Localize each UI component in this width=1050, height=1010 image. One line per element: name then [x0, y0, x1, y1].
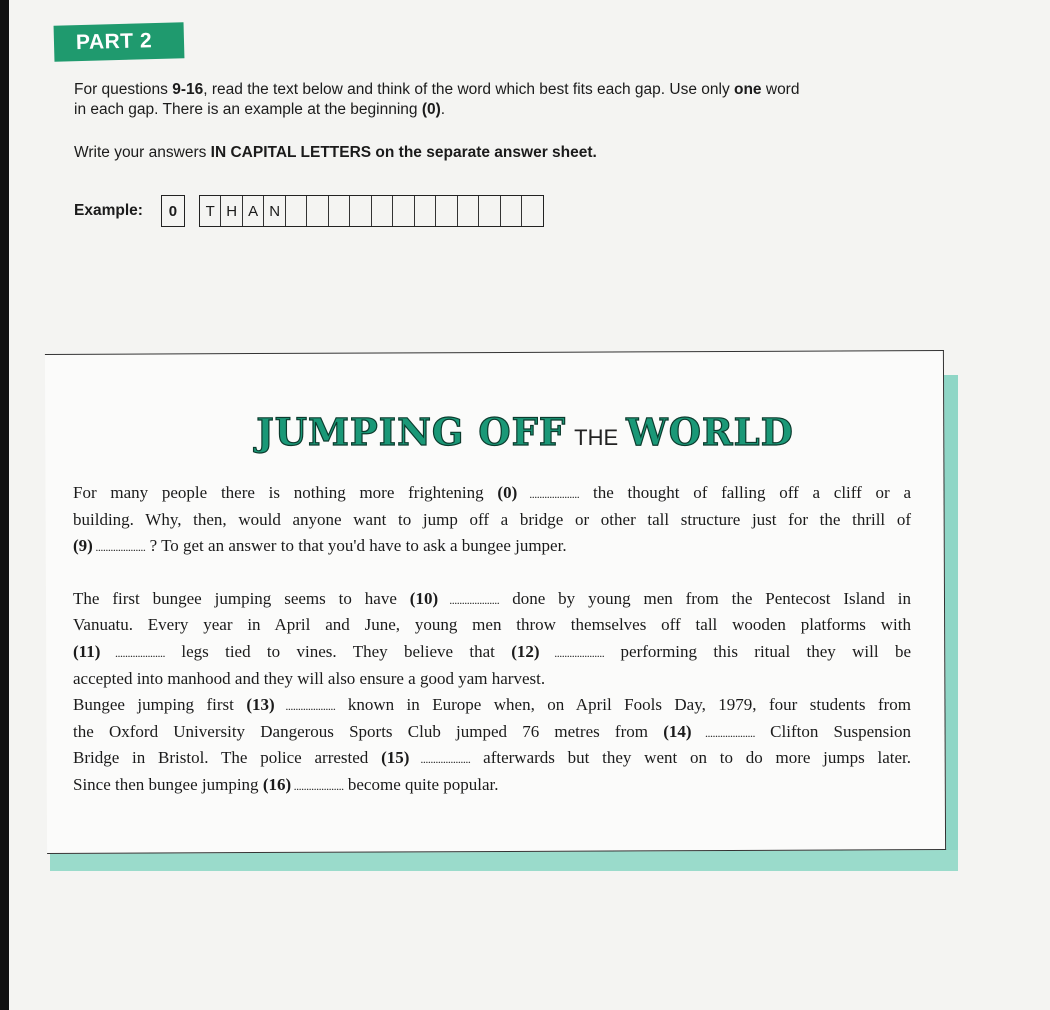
instr-text: in each gap. There is an example at the beginning [74, 101, 422, 118]
answer-cell: A [243, 196, 265, 226]
gap-blank: .................... [517, 487, 580, 501]
instructions [74, 80, 914, 120]
answer-cell [286, 196, 308, 226]
text-segment: ? To get an answer to that you'd have to ask a bungee jumper. [145, 536, 567, 556]
gap-blank: .................... [274, 699, 336, 714]
text-segment: the thought of falling off a cliff or a [579, 483, 911, 502]
text-segment: Bungee jumping first [73, 695, 247, 715]
text-line [73, 639, 911, 666]
text-segment: done by young men from the Pentecost Island in [499, 588, 912, 608]
text-line [73, 480, 911, 507]
answer-cell: N [264, 196, 286, 226]
photo-edge [0, 0, 9, 1010]
title-part: WORLD [626, 410, 794, 454]
text-segment: accepted into manhood and they will also ensure a good yam harvest. [73, 668, 546, 688]
instr-text: word [761, 81, 800, 98]
text-segment: known in Europe when, on April Fools Day, 1979, four students from [335, 695, 912, 715]
gap-number: (0) [497, 483, 518, 502]
text-segment: Bridge in Bristol. The police arrested [73, 748, 382, 768]
instr-text: For questions [74, 81, 173, 98]
text-segment: legs tied to vines. They believe that [165, 641, 512, 661]
gap-number: (16) [262, 774, 292, 794]
part-label: PART 2 [54, 22, 185, 61]
title-part: THE [574, 425, 619, 450]
instr-text: . [440, 101, 446, 118]
answer-cell [415, 196, 437, 226]
gap-number: (12) [511, 641, 540, 661]
gap-blank: .................... [539, 645, 605, 660]
gap-blank: .................... [691, 725, 755, 740]
text-line [73, 586, 911, 613]
example-number: 0 [161, 195, 185, 227]
answer-cell [307, 196, 329, 226]
answer-cell [479, 196, 501, 226]
example-row [74, 193, 544, 229]
answer-cell [350, 196, 372, 226]
text-line [73, 692, 911, 719]
article-title [0, 410, 1050, 454]
answer-cell [522, 196, 543, 226]
title-part: JUMPING OFF [256, 410, 567, 454]
gap-number: (15) [381, 748, 410, 768]
answer-cell: T [200, 196, 222, 226]
text-line [73, 772, 911, 799]
text-segment: performing this ritual they will be [604, 641, 911, 661]
instr-bold: one [734, 81, 762, 98]
gap-blank: .................... [409, 752, 471, 767]
text-line [73, 507, 911, 534]
gap-number: (14) [663, 721, 692, 741]
answer-cell: H [221, 196, 243, 226]
text-segment: Since then bungee jumping [73, 774, 263, 794]
gap-number: (11) [73, 641, 101, 661]
gap-number: (13) [246, 695, 275, 715]
text-segment: For many people there is nothing more frightening [73, 483, 498, 502]
gap-blank: .................... [100, 645, 165, 660]
article-text [73, 480, 911, 799]
text-segment: Vanuatu. Every year in April and June, young men throw themselves off tall wooden platforms with [73, 615, 911, 635]
instr-text: , read the text below and think of the word which best fits each gap. Use only [203, 81, 734, 98]
text-line [73, 745, 911, 772]
text-segment: The first bungee jumping seems to have [73, 588, 410, 608]
text-line [73, 533, 911, 560]
text-segment: Clifton Suspension [754, 721, 911, 741]
text-segment: afterwards but they went on to do more jumps later. [470, 748, 912, 768]
instr-bold: 9-16 [172, 81, 204, 98]
instr-bold: IN CAPITAL LETTERS on the separate answer sheet. [210, 144, 597, 161]
gap-number: (10) [409, 588, 439, 608]
answer-cell [372, 196, 394, 226]
example-answer-cells [199, 195, 544, 227]
gap-number: (9) [73, 536, 93, 556]
text-line [73, 719, 911, 746]
instr-text: Write your answers [74, 144, 211, 161]
answer-cell [329, 196, 351, 226]
answer-cell [501, 196, 523, 226]
answer-cell [458, 196, 480, 226]
text-segment: become quite popular. [343, 774, 499, 794]
example-label: Example: [74, 202, 143, 219]
text-segment: the Oxford University Dangerous Sports Club jumped 76 metres from [73, 721, 664, 741]
answer-cell [436, 196, 458, 226]
text-line [73, 612, 911, 639]
gap-blank: .................... [291, 778, 344, 793]
write-instruction [74, 144, 597, 162]
text-segment: building. Why, then, would anyone want to jump off a bridge or other tall structure just for the thrill of [73, 509, 911, 529]
gap-blank: .................... [438, 592, 500, 607]
instr-bold: (0) [421, 101, 441, 118]
text-line [73, 666, 911, 693]
gap-blank: .................... [92, 540, 146, 555]
answer-cell [393, 196, 415, 226]
